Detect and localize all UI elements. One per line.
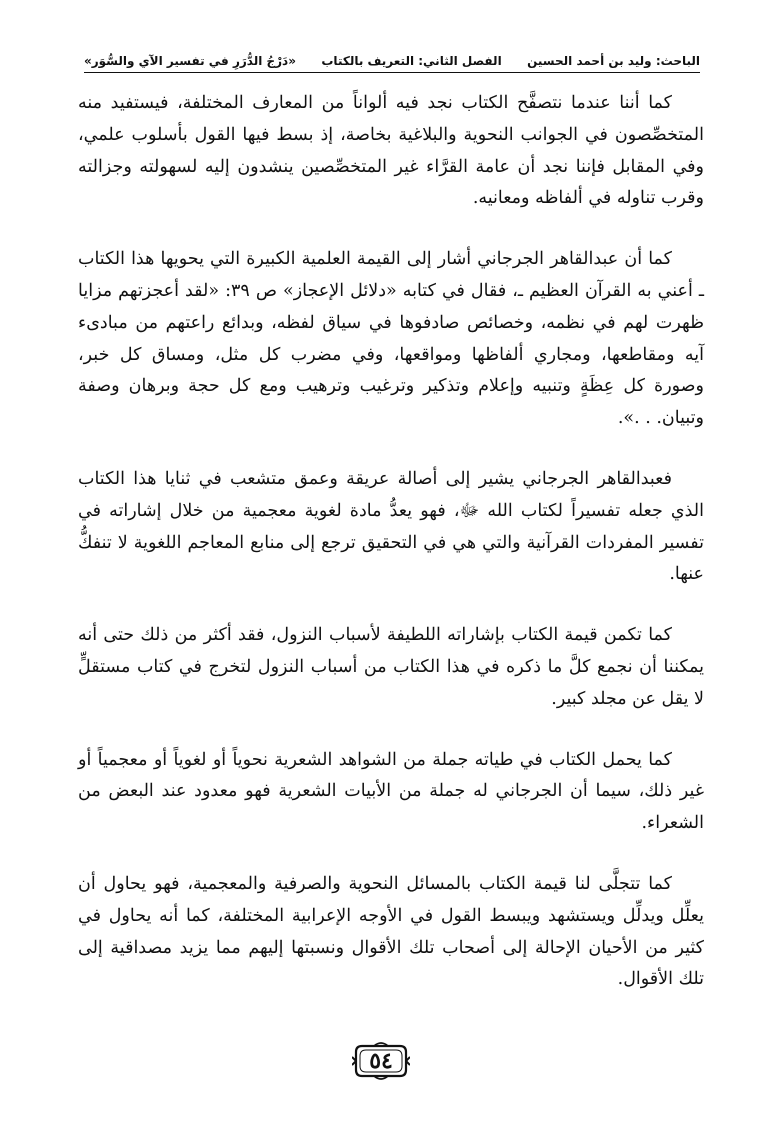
body-text	[78, 88, 704, 1025]
page-number-ornament	[352, 1040, 410, 1082]
paragraph: كما أن عبدالقاهر الجرجاني أشار إلى القيمة العلمية الكبيرة التي يحويها هذا الكتاب ـ أعني به القرآن العظيم ـ، فقال في كتابه «دلائل الإعجاز» ص ٣٩: «لقد أعجزتهم مزايا ظهرت لهم في نظمه، وخصائص صادفوها في سياق لفظه، وبدائع راعتهم من مبادىء آيه ومقاطعها، ومجاري ألفاظها ومواقعها، وفي مضرب كل مثل، ومساق كل خبر، وصورة كل عِظَةٍ وتنبيه وإعلام وتذكير وترغيب وترهيب ومع كل حجة وبرهان وصفة وتبيان. . .».	[78, 249, 704, 429]
paragraph: كما أننا عندما نتصفَّح الكتاب نجد فيه ألواناً من المعارف المختلفة، فيستفيد منه المتخصِّصون في الجوانب النحوية والبلاغية بخاصة، إذ بسط فيها القول بأسلوب علمي، وفي المقابل فإننا نجد أن عامة القرَّاء غير المتخصِّصين ينشدون إليه لسهولته وجزالته وقرب تناوله في ألفاظه ومعانيه.	[78, 93, 704, 209]
paragraph: كما تكمن قيمة الكتاب بإشاراته اللطيفة لأسباب النزول، فقد أكثر من ذلك حتى أنه يمكننا أن نجمع كلَّ ما ذكره في هذا الكتاب من أسباب النزول لتخرج في كتاب مستقلٍّ لا يقل عن مجلد كبير.	[78, 625, 704, 709]
paragraph: فعبدالقاهر الجرجاني يشير إلى أصالة عريقة وعمق متشعب في ثنايا هذا الكتاب الذي جعله تفسيراً لكتاب الله ﷻ، فهو يعدُّ مادة لغوية معجمية من خلال إشاراته في تفسير المفردات القرآنية والتي هي في التحقيق ترجع إلى منابع المعاجم اللغوية لا تنفكُّ عنها.	[78, 468, 704, 585]
header-divider	[84, 72, 700, 73]
header-chapter: الفصل الثاني: التعريف بالكتاب	[321, 54, 502, 68]
paragraph: كما تتجلَّى لنا قيمة الكتاب بالمسائل النحوية والصرفية والمعجمية، فهو يحاول أن يعلِّل ويدلِّل ويستشهد ويبسط القول في الأوجه الإعرابية المختلفة، كما أنه يحاول في كثير من الأحيان الإحالة إلى أصحاب تلك الأقوال ونسبتها إليهم مما يزيد مصداقية إلى تلك الأقوال.	[78, 873, 704, 990]
header-book-title: «دَرْجُ الدُّرَرِ في تفسير الآي والسُّوَر»	[84, 54, 296, 68]
running-header	[84, 38, 700, 68]
page-number: ٥٤	[369, 1048, 393, 1074]
header-author: الباحث: وليد بن أحمد الحسين	[527, 54, 700, 68]
paragraph: كما يحمل الكتاب في طياته جملة من الشواهد الشعرية نحوياً أو لغوياً أو معجمياً أو غير ذلك، سيما أن الجرجاني له جملة من الأبيات الشعرية فهو معدود عند البعض من الشعراء.	[78, 749, 704, 834]
